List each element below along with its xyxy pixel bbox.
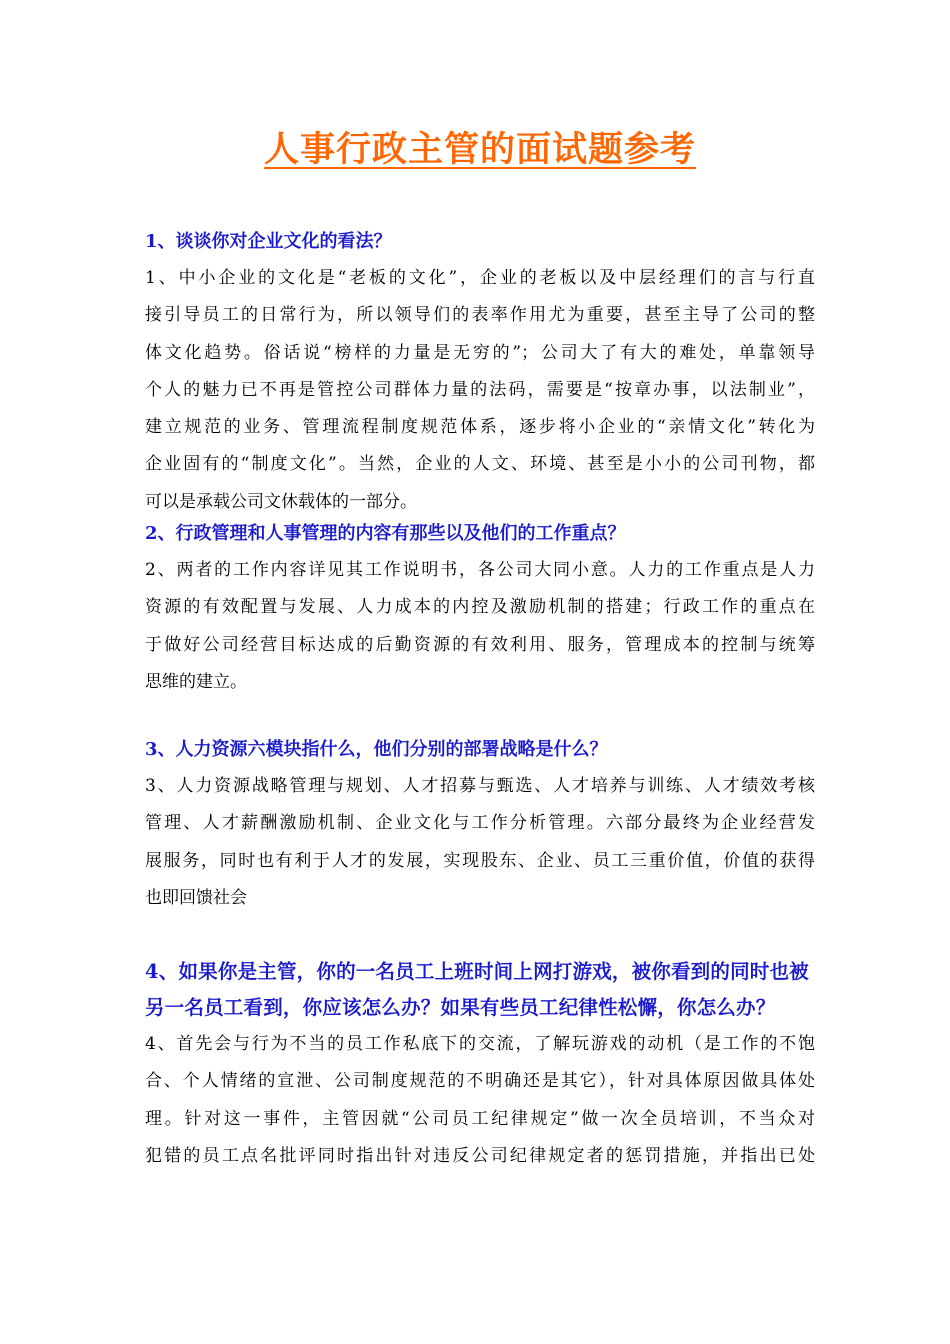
section-3 bbox=[145, 732, 815, 917]
answer-1 bbox=[145, 260, 815, 521]
answer-line: 思维的建立。 bbox=[145, 671, 247, 692]
answer-line: 理。针对这一事件，主管因就“公司员工纪律规定”做一次全员培训，不当众对 bbox=[145, 1108, 815, 1129]
question-1: 1、谈谈你对企业文化的看法？ bbox=[145, 231, 392, 252]
answer-line: 体文化趋势。俗话说“榜样的力量是无穷的”；公司大了有大的难处，单靠领导 bbox=[145, 342, 815, 363]
answer-line: 接引导员工的日常行为，所以领导们的表率作用尤为重要，甚至主导了公司的整 bbox=[145, 305, 815, 326]
question-2: 2、行政管理和人事管理的内容有那些以及他们的工作重点？ bbox=[145, 523, 626, 544]
answer-line: 3、人力资源战略管理与规划、人才招募与甄选、人才培养与训练、人才绩效考核 bbox=[145, 776, 815, 796]
section-1 bbox=[145, 224, 815, 521]
section-4 bbox=[145, 954, 815, 1175]
question-3: 3、人力资源六模块指什么，他们分别的部署战略是什么？ bbox=[145, 739, 608, 760]
question-4: 4、如果你是主管，你的一名员工上班时间上网打游戏，被你看到的同时也被另一名员工看到，你应该怎么办？如果有些员工纪律性松懈，你怎么办？ bbox=[145, 960, 809, 1019]
answer-line: 于做好公司经营目标达成的后勤资源的有效利用、服务，管理成本的控制与统筹 bbox=[145, 634, 815, 655]
answer-line: 资源的有效配置与发展、人力成本的内控及激励机制的搭建；行政工作的重点在 bbox=[145, 597, 815, 618]
answer-line: 合、个人情绪的宣泄、公司制度规范的不明确还是其它），针对具体原因做具体处 bbox=[145, 1071, 815, 1092]
answer-line: 也即回馈社会 bbox=[145, 887, 247, 908]
answer-2 bbox=[145, 552, 815, 701]
answer-line: 2、两者的工作内容详见其工作说明书，各公司大同小意。人力的工作重点是人力 bbox=[145, 560, 815, 580]
answer-line: 展服务，同时也有利于人才的发展，实现股东、企业、员工三重价值，价值的获得 bbox=[145, 850, 815, 871]
answer-4 bbox=[145, 1026, 815, 1175]
answer-line: 个人的魅力已不再是管控公司群体力量的法码，需要是“按章办事，以法制业”， bbox=[145, 379, 815, 400]
document-title bbox=[145, 126, 815, 174]
answer-line: 企业固有的“制度文化”。当然，企业的人文、环境、甚至是小小的公司刊物，都 bbox=[145, 454, 815, 475]
section-2 bbox=[145, 516, 815, 701]
answer-line: 4、首先会与行为不当的员工作私底下的交流，了解玩游戏的动机（是工作的不饱 bbox=[145, 1034, 815, 1054]
answer-line: 1、中小企业的文化是“老板的文化”，企业的老板以及中层经理们的言与行直 bbox=[145, 268, 815, 288]
answer-3 bbox=[145, 768, 815, 917]
answer-line: 可以是承载公司文休载体的一部分。 bbox=[145, 491, 417, 512]
answer-line: 犯错的员工点名批评同时指出针对违反公司纪律规定者的惩罚措施，并指出已处 bbox=[145, 1145, 815, 1166]
answer-line: 建立规范的业务、管理流程制度规范体系，逐步将小企业的“亲情文化”转化为 bbox=[145, 417, 815, 438]
answer-line: 管理、人才薪酬激励机制、企业文化与工作分析管理。六部分最终为企业经营发 bbox=[145, 813, 815, 834]
document-title-text: 人事行政主管的面试题参考 bbox=[263, 129, 696, 170]
